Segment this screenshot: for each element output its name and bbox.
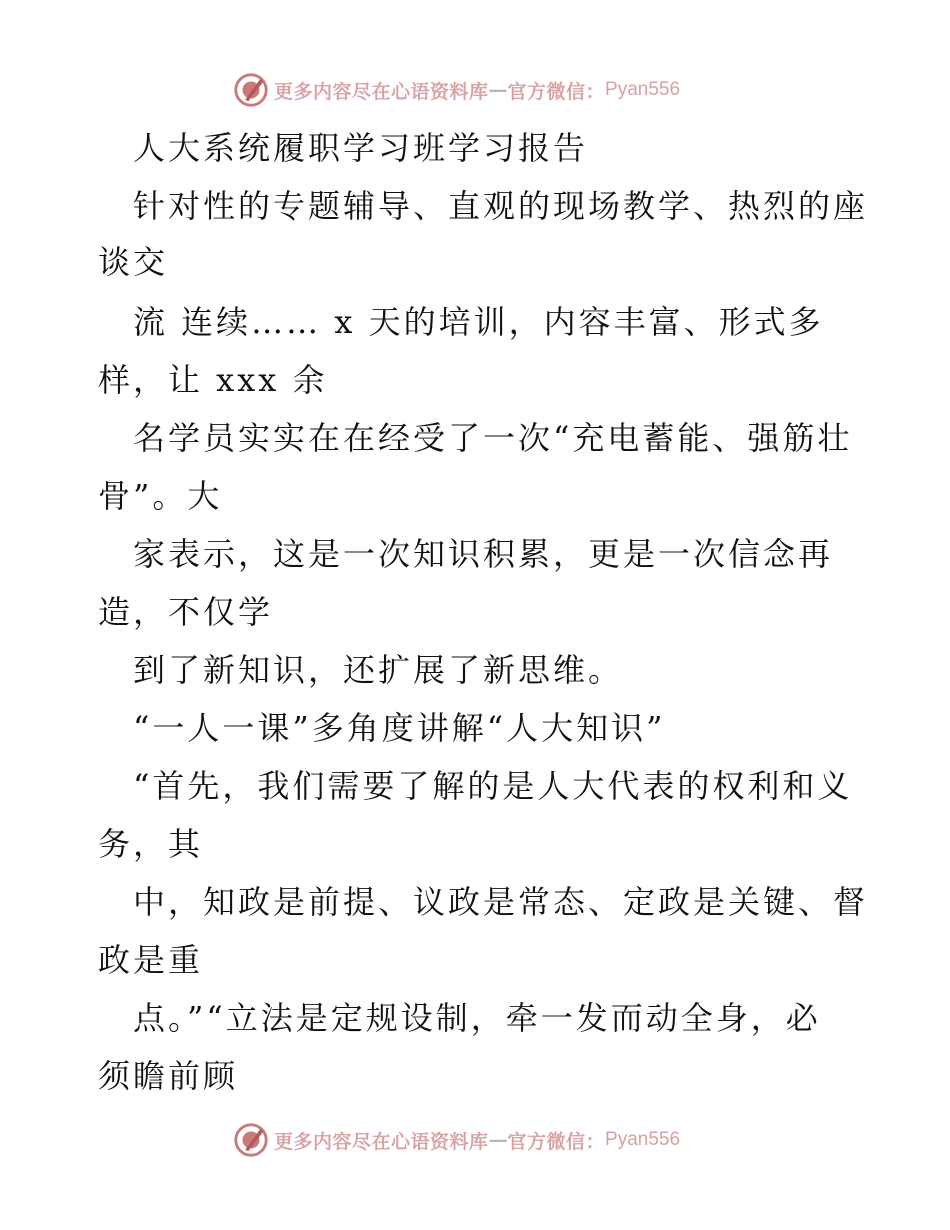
header-watermark [232, 70, 680, 110]
watermark-text: 更多内容尽在心语资料库 [274, 80, 489, 103]
body-line: 政是重 [98, 941, 204, 979]
body-line: 骨”。大 [98, 477, 223, 515]
body-line: “首先，我们需要了解的是人大代表的权利和义 [133, 767, 853, 805]
watermark-id: Pyan556 [605, 1129, 681, 1150]
watermark-text: 更多内容尽在心语资料库 [274, 1130, 489, 1153]
body-line: 点。”“立法是定规设制，牵一发而动全身，必 [133, 999, 821, 1037]
body-line: 谈交 [98, 243, 169, 281]
body-line: 家表示，这是一次知识积累，更是一次信念再 [133, 535, 834, 573]
body-line: 到了新知识，还扩展了新思维。 [133, 651, 624, 689]
seal-logo-icon [232, 71, 270, 109]
document-title: 人大系统履职学习班学习报告 [133, 129, 589, 167]
body-line: 针对性的专题辅导、直观的现场教学、热烈的座 [133, 187, 869, 225]
watermark-separator: — [488, 1129, 508, 1151]
watermark-id: Pyan556 [605, 79, 681, 100]
watermark-contact: 官方微信： [507, 1130, 606, 1153]
seal-logo-icon [232, 1121, 270, 1159]
watermark-contact: 官方微信： [507, 80, 606, 103]
body-line: 须瞻前顾 [98, 1057, 239, 1095]
body-line: 造，不仅学 [98, 593, 274, 631]
body-line: 中，知政是前提、议政是常态、定政是关键、督 [133, 883, 869, 921]
body-line: 名学员实实在在经受了一次“充电蓄能、强筋壮 [133, 419, 853, 457]
watermark-separator: — [488, 79, 508, 101]
body-line: 务，其 [98, 825, 204, 863]
section-heading: “一人一课”多角度讲解“人大知识” [133, 709, 666, 747]
footer-watermark [232, 1120, 680, 1160]
body-line: 样，让 xxx 余 [98, 361, 328, 399]
body-line: 流 连续…… x 天的培训，内容丰富、形式多 [133, 303, 824, 341]
